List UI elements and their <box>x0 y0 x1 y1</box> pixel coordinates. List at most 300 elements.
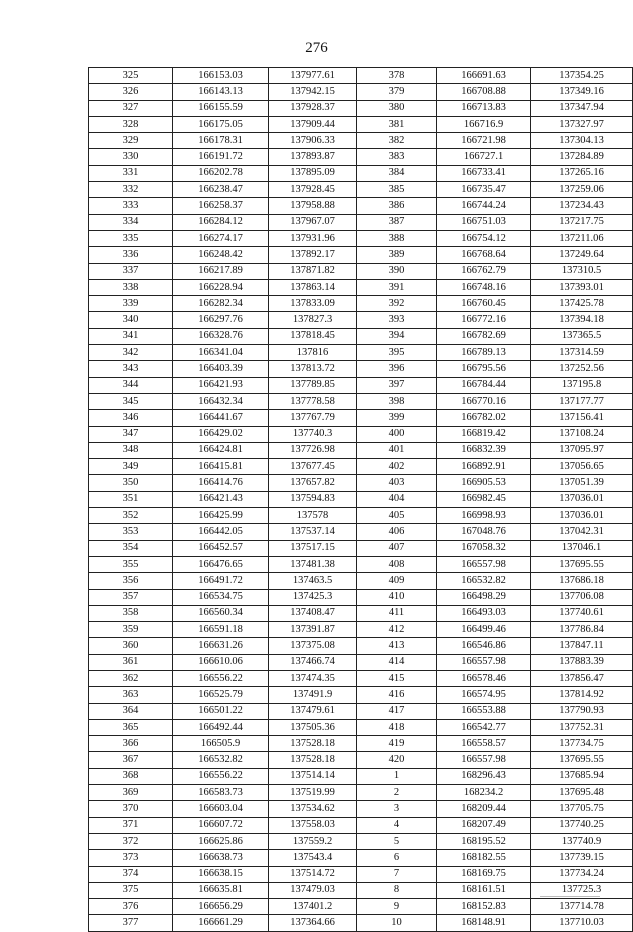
point-number-left-cell: 373 <box>89 850 173 866</box>
point-number-left-cell: 360 <box>89 638 173 654</box>
x-coordinate-left-cell: 166661.29 <box>173 915 269 931</box>
x-coordinate-right-cell: 168148.91 <box>437 915 531 931</box>
y-coordinate-right-cell: 137252.56 <box>531 361 633 377</box>
point-number-left-cell: 337 <box>89 263 173 279</box>
x-coordinate-left-cell: 166238.47 <box>173 182 269 198</box>
point-number-left-cell: 368 <box>89 768 173 784</box>
point-number-left-cell: 345 <box>89 393 173 409</box>
point-number-left-cell: 367 <box>89 752 173 768</box>
point-number-left-cell: 326 <box>89 84 173 100</box>
point-number-left-cell: 371 <box>89 817 173 833</box>
y-coordinate-right-cell: 137310.5 <box>531 263 633 279</box>
y-coordinate-left-cell: 137559.2 <box>269 833 357 849</box>
x-coordinate-right-cell: 166499.46 <box>437 622 531 638</box>
y-coordinate-left-cell: 137977.61 <box>269 68 357 84</box>
table-row <box>89 345 633 361</box>
table-row <box>89 491 633 507</box>
table-row <box>89 393 633 409</box>
point-number-right-cell: 4 <box>357 817 437 833</box>
x-coordinate-right-cell: 166770.16 <box>437 393 531 409</box>
x-coordinate-left-cell: 166228.94 <box>173 279 269 295</box>
table-row <box>89 915 633 931</box>
point-number-right-cell: 388 <box>357 230 437 246</box>
x-coordinate-left-cell: 166603.04 <box>173 801 269 817</box>
x-coordinate-left-cell: 166556.22 <box>173 670 269 686</box>
point-number-right-cell: 8 <box>357 882 437 898</box>
y-coordinate-right-cell: 137095.97 <box>531 442 633 458</box>
point-number-left-cell: 342 <box>89 345 173 361</box>
point-number-left-cell: 350 <box>89 475 173 491</box>
x-coordinate-right-cell: 166789.13 <box>437 345 531 361</box>
y-coordinate-left-cell: 137481.38 <box>269 556 357 572</box>
footer-rule <box>540 896 600 897</box>
point-number-right-cell: 400 <box>357 426 437 442</box>
x-coordinate-right-cell: 166735.47 <box>437 182 531 198</box>
y-coordinate-left-cell: 137543.4 <box>269 850 357 866</box>
y-coordinate-right-cell: 137695.55 <box>531 556 633 572</box>
point-number-left-cell: 349 <box>89 459 173 475</box>
x-coordinate-left-cell: 166421.93 <box>173 377 269 393</box>
point-number-right-cell: 380 <box>357 100 437 116</box>
point-number-right-cell: 413 <box>357 638 437 654</box>
y-coordinate-left-cell: 137466.74 <box>269 654 357 670</box>
y-coordinate-right-cell: 137036.01 <box>531 491 633 507</box>
x-coordinate-right-cell: 166982.45 <box>437 491 531 507</box>
y-coordinate-right-cell: 137394.18 <box>531 312 633 328</box>
x-coordinate-right-cell: 166892.91 <box>437 459 531 475</box>
table-row <box>89 785 633 801</box>
x-coordinate-left-cell: 166656.29 <box>173 899 269 915</box>
y-coordinate-right-cell: 137365.5 <box>531 328 633 344</box>
table-row <box>89 133 633 149</box>
table-row <box>89 116 633 132</box>
point-number-right-cell: 394 <box>357 328 437 344</box>
point-number-left-cell: 333 <box>89 198 173 214</box>
x-coordinate-left-cell: 166274.17 <box>173 230 269 246</box>
y-coordinate-left-cell: 137863.14 <box>269 279 357 295</box>
point-number-left-cell: 363 <box>89 687 173 703</box>
point-number-left-cell: 340 <box>89 312 173 328</box>
y-coordinate-left-cell: 137895.09 <box>269 165 357 181</box>
x-coordinate-left-cell: 166175.05 <box>173 116 269 132</box>
y-coordinate-right-cell: 137354.25 <box>531 68 633 84</box>
coordinates-table-body <box>89 68 633 932</box>
point-number-right-cell: 408 <box>357 556 437 572</box>
point-number-right-cell: 392 <box>357 296 437 312</box>
point-number-left-cell: 335 <box>89 230 173 246</box>
x-coordinate-right-cell: 166762.79 <box>437 263 531 279</box>
y-coordinate-right-cell: 137695.55 <box>531 752 633 768</box>
point-number-left-cell: 372 <box>89 833 173 849</box>
x-coordinate-left-cell: 166442.05 <box>173 524 269 540</box>
point-number-left-cell: 352 <box>89 508 173 524</box>
point-number-right-cell: 401 <box>357 442 437 458</box>
y-coordinate-left-cell: 137558.03 <box>269 817 357 833</box>
y-coordinate-right-cell: 137108.24 <box>531 426 633 442</box>
y-coordinate-left-cell: 137906.33 <box>269 133 357 149</box>
table-row <box>89 736 633 752</box>
point-number-left-cell: 354 <box>89 540 173 556</box>
y-coordinate-left-cell: 137767.79 <box>269 410 357 426</box>
x-coordinate-right-cell: 168195.52 <box>437 833 531 849</box>
y-coordinate-left-cell: 137375.08 <box>269 638 357 654</box>
x-coordinate-right-cell: 166557.98 <box>437 752 531 768</box>
y-coordinate-left-cell: 137408.47 <box>269 605 357 621</box>
table-row <box>89 442 633 458</box>
x-coordinate-left-cell: 166452.57 <box>173 540 269 556</box>
x-coordinate-right-cell: 166498.29 <box>437 589 531 605</box>
y-coordinate-left-cell: 137827.3 <box>269 312 357 328</box>
y-coordinate-right-cell: 137211.06 <box>531 230 633 246</box>
point-number-right-cell: 389 <box>357 247 437 263</box>
y-coordinate-right-cell: 137393.01 <box>531 279 633 295</box>
table-row <box>89 670 633 686</box>
y-coordinate-left-cell: 137519.99 <box>269 785 357 801</box>
y-coordinate-right-cell: 137710.03 <box>531 915 633 931</box>
x-coordinate-right-cell: 168296.43 <box>437 768 531 784</box>
y-coordinate-right-cell: 137847.11 <box>531 638 633 654</box>
x-coordinate-right-cell: 168182.55 <box>437 850 531 866</box>
point-number-right-cell: 2 <box>357 785 437 801</box>
point-number-left-cell: 341 <box>89 328 173 344</box>
x-coordinate-right-cell: 168161.51 <box>437 882 531 898</box>
y-coordinate-left-cell: 137364.66 <box>269 915 357 931</box>
x-coordinate-right-cell: 166832.39 <box>437 442 531 458</box>
x-coordinate-left-cell: 166421.43 <box>173 491 269 507</box>
x-coordinate-right-cell: 166768.64 <box>437 247 531 263</box>
x-coordinate-right-cell: 166795.56 <box>437 361 531 377</box>
y-coordinate-left-cell: 137514.14 <box>269 768 357 784</box>
point-number-right-cell: 6 <box>357 850 437 866</box>
page-number: 276 <box>305 40 328 56</box>
point-number-left-cell: 377 <box>89 915 173 931</box>
table-row <box>89 459 633 475</box>
x-coordinate-right-cell: 166716.9 <box>437 116 531 132</box>
point-number-right-cell: 405 <box>357 508 437 524</box>
y-coordinate-left-cell: 137893.87 <box>269 149 357 165</box>
point-number-right-cell: 414 <box>357 654 437 670</box>
y-coordinate-right-cell: 137883.39 <box>531 654 633 670</box>
y-coordinate-right-cell: 137740.9 <box>531 833 633 849</box>
point-number-right-cell: 415 <box>357 670 437 686</box>
table-row <box>89 279 633 295</box>
point-number-left-cell: 336 <box>89 247 173 263</box>
point-number-right-cell: 391 <box>357 279 437 295</box>
table-row <box>89 768 633 784</box>
point-number-right-cell: 384 <box>357 165 437 181</box>
y-coordinate-right-cell: 137051.39 <box>531 475 633 491</box>
y-coordinate-left-cell: 137958.88 <box>269 198 357 214</box>
y-coordinate-left-cell: 137528.18 <box>269 752 357 768</box>
y-coordinate-right-cell: 137304.13 <box>531 133 633 149</box>
x-coordinate-left-cell: 166429.02 <box>173 426 269 442</box>
table-row <box>89 426 633 442</box>
table-row <box>89 638 633 654</box>
table-row <box>89 214 633 230</box>
x-coordinate-left-cell: 166631.26 <box>173 638 269 654</box>
y-coordinate-left-cell: 137578 <box>269 508 357 524</box>
x-coordinate-left-cell: 166153.03 <box>173 68 269 84</box>
point-number-left-cell: 369 <box>89 785 173 801</box>
y-coordinate-right-cell: 137814.92 <box>531 687 633 703</box>
x-coordinate-left-cell: 166532.82 <box>173 752 269 768</box>
y-coordinate-left-cell: 137514.72 <box>269 866 357 882</box>
y-coordinate-right-cell: 137234.43 <box>531 198 633 214</box>
point-number-right-cell: 409 <box>357 573 437 589</box>
y-coordinate-left-cell: 137833.09 <box>269 296 357 312</box>
point-number-left-cell: 359 <box>89 622 173 638</box>
y-coordinate-right-cell: 137740.25 <box>531 817 633 833</box>
x-coordinate-left-cell: 166202.78 <box>173 165 269 181</box>
table-row <box>89 328 633 344</box>
y-coordinate-right-cell: 137265.16 <box>531 165 633 181</box>
table-row <box>89 377 633 393</box>
y-coordinate-right-cell: 137042.31 <box>531 524 633 540</box>
y-coordinate-right-cell: 137734.75 <box>531 736 633 752</box>
point-number-right-cell: 419 <box>357 736 437 752</box>
point-number-right-cell: 379 <box>357 84 437 100</box>
y-coordinate-right-cell: 137786.84 <box>531 622 633 638</box>
point-number-left-cell: 366 <box>89 736 173 752</box>
point-number-left-cell: 364 <box>89 703 173 719</box>
x-coordinate-left-cell: 166583.73 <box>173 785 269 801</box>
point-number-left-cell: 362 <box>89 670 173 686</box>
y-coordinate-left-cell: 137534.62 <box>269 801 357 817</box>
y-coordinate-right-cell: 137706.08 <box>531 589 633 605</box>
table-row <box>89 850 633 866</box>
x-coordinate-left-cell: 166501.22 <box>173 703 269 719</box>
x-coordinate-left-cell: 166591.18 <box>173 622 269 638</box>
point-number-left-cell: 376 <box>89 899 173 915</box>
point-number-right-cell: 393 <box>357 312 437 328</box>
y-coordinate-left-cell: 137594.83 <box>269 491 357 507</box>
point-number-left-cell: 355 <box>89 556 173 572</box>
point-number-left-cell: 365 <box>89 719 173 735</box>
point-number-left-cell: 347 <box>89 426 173 442</box>
x-coordinate-left-cell: 166492.44 <box>173 719 269 735</box>
y-coordinate-right-cell: 137714.78 <box>531 899 633 915</box>
x-coordinate-left-cell: 166491.72 <box>173 573 269 589</box>
point-number-left-cell: 356 <box>89 573 173 589</box>
point-number-right-cell: 7 <box>357 866 437 882</box>
x-coordinate-right-cell: 166782.69 <box>437 328 531 344</box>
y-coordinate-left-cell: 137401.2 <box>269 899 357 915</box>
y-coordinate-right-cell: 137217.75 <box>531 214 633 230</box>
point-number-right-cell: 1 <box>357 768 437 784</box>
y-coordinate-left-cell: 137491.9 <box>269 687 357 703</box>
x-coordinate-right-cell: 166557.98 <box>437 556 531 572</box>
table-row <box>89 410 633 426</box>
y-coordinate-right-cell: 137686.18 <box>531 573 633 589</box>
y-coordinate-left-cell: 137778.58 <box>269 393 357 409</box>
x-coordinate-left-cell: 166560.34 <box>173 605 269 621</box>
table-row <box>89 230 633 246</box>
x-coordinate-left-cell: 166525.79 <box>173 687 269 703</box>
table-row <box>89 833 633 849</box>
y-coordinate-right-cell: 137856.47 <box>531 670 633 686</box>
point-number-right-cell: 387 <box>357 214 437 230</box>
point-number-right-cell: 385 <box>357 182 437 198</box>
table-row <box>89 84 633 100</box>
point-number-right-cell: 398 <box>357 393 437 409</box>
x-coordinate-left-cell: 166505.9 <box>173 736 269 752</box>
point-number-left-cell: 327 <box>89 100 173 116</box>
x-coordinate-right-cell: 166708.88 <box>437 84 531 100</box>
y-coordinate-left-cell: 137391.87 <box>269 622 357 638</box>
x-coordinate-right-cell: 166493.03 <box>437 605 531 621</box>
x-coordinate-right-cell: 166553.88 <box>437 703 531 719</box>
x-coordinate-left-cell: 166297.76 <box>173 312 269 328</box>
point-number-right-cell: 412 <box>357 622 437 638</box>
point-number-left-cell: 330 <box>89 149 173 165</box>
x-coordinate-left-cell: 166638.15 <box>173 866 269 882</box>
y-coordinate-right-cell: 137156.41 <box>531 410 633 426</box>
table-row <box>89 182 633 198</box>
table-row <box>89 247 633 263</box>
point-number-right-cell: 381 <box>357 116 437 132</box>
y-coordinate-right-cell: 137284.89 <box>531 149 633 165</box>
x-coordinate-right-cell: 168207.49 <box>437 817 531 833</box>
y-coordinate-left-cell: 137463.5 <box>269 573 357 589</box>
point-number-right-cell: 382 <box>357 133 437 149</box>
y-coordinate-right-cell: 137725.3 <box>531 882 633 898</box>
point-number-left-cell: 370 <box>89 801 173 817</box>
y-coordinate-right-cell: 137046.1 <box>531 540 633 556</box>
point-number-right-cell: 402 <box>357 459 437 475</box>
point-number-right-cell: 410 <box>357 589 437 605</box>
x-coordinate-left-cell: 166534.75 <box>173 589 269 605</box>
x-coordinate-left-cell: 166414.76 <box>173 475 269 491</box>
x-coordinate-left-cell: 166248.42 <box>173 247 269 263</box>
y-coordinate-right-cell: 137790.93 <box>531 703 633 719</box>
x-coordinate-left-cell: 166635.81 <box>173 882 269 898</box>
table-row <box>89 475 633 491</box>
table-row <box>89 589 633 605</box>
point-number-right-cell: 386 <box>357 198 437 214</box>
x-coordinate-right-cell: 166772.16 <box>437 312 531 328</box>
point-number-right-cell: 417 <box>357 703 437 719</box>
point-number-right-cell: 378 <box>357 68 437 84</box>
x-coordinate-left-cell: 166328.76 <box>173 328 269 344</box>
point-number-left-cell: 331 <box>89 165 173 181</box>
x-coordinate-right-cell: 166721.98 <box>437 133 531 149</box>
x-coordinate-right-cell: 166733.41 <box>437 165 531 181</box>
x-coordinate-right-cell: 168209.44 <box>437 801 531 817</box>
y-coordinate-left-cell: 137479.61 <box>269 703 357 719</box>
x-coordinate-left-cell: 166258.37 <box>173 198 269 214</box>
y-coordinate-left-cell: 137657.82 <box>269 475 357 491</box>
point-number-right-cell: 403 <box>357 475 437 491</box>
point-number-right-cell: 3 <box>357 801 437 817</box>
y-coordinate-left-cell: 137909.44 <box>269 116 357 132</box>
y-coordinate-left-cell: 137928.45 <box>269 182 357 198</box>
point-number-left-cell: 343 <box>89 361 173 377</box>
table-row <box>89 508 633 524</box>
y-coordinate-right-cell: 137425.78 <box>531 296 633 312</box>
x-coordinate-left-cell: 166556.22 <box>173 768 269 784</box>
point-number-right-cell: 397 <box>357 377 437 393</box>
x-coordinate-left-cell: 166432.34 <box>173 393 269 409</box>
y-coordinate-left-cell: 137813.72 <box>269 361 357 377</box>
point-number-right-cell: 406 <box>357 524 437 540</box>
y-coordinate-right-cell: 137036.01 <box>531 508 633 524</box>
x-coordinate-left-cell: 166178.31 <box>173 133 269 149</box>
x-coordinate-left-cell: 166284.12 <box>173 214 269 230</box>
x-coordinate-right-cell: 166782.02 <box>437 410 531 426</box>
x-coordinate-right-cell: 166751.03 <box>437 214 531 230</box>
y-coordinate-left-cell: 137505.36 <box>269 719 357 735</box>
table-row <box>89 866 633 882</box>
point-number-left-cell: 361 <box>89 654 173 670</box>
point-number-left-cell: 344 <box>89 377 173 393</box>
y-coordinate-left-cell: 137931.96 <box>269 230 357 246</box>
point-number-right-cell: 9 <box>357 899 437 915</box>
coordinates-table <box>88 67 633 932</box>
point-number-left-cell: 348 <box>89 442 173 458</box>
table-row <box>89 263 633 279</box>
y-coordinate-left-cell: 137740.3 <box>269 426 357 442</box>
table-row <box>89 654 633 670</box>
x-coordinate-left-cell: 166191.72 <box>173 149 269 165</box>
y-coordinate-left-cell: 137892.17 <box>269 247 357 263</box>
point-number-left-cell: 334 <box>89 214 173 230</box>
point-number-left-cell: 328 <box>89 116 173 132</box>
x-coordinate-left-cell: 166441.67 <box>173 410 269 426</box>
point-number-left-cell: 325 <box>89 68 173 84</box>
x-coordinate-right-cell: 166754.12 <box>437 230 531 246</box>
point-number-left-cell: 346 <box>89 410 173 426</box>
point-number-right-cell: 420 <box>357 752 437 768</box>
x-coordinate-left-cell: 166607.72 <box>173 817 269 833</box>
table-row <box>89 752 633 768</box>
table-row <box>89 296 633 312</box>
table-row <box>89 899 633 915</box>
y-coordinate-right-cell: 137249.64 <box>531 247 633 263</box>
point-number-right-cell: 404 <box>357 491 437 507</box>
y-coordinate-left-cell: 137537.14 <box>269 524 357 540</box>
table-row <box>89 540 633 556</box>
x-coordinate-right-cell: 166546.86 <box>437 638 531 654</box>
x-coordinate-left-cell: 166625.86 <box>173 833 269 849</box>
point-number-left-cell: 338 <box>89 279 173 295</box>
table-row <box>89 801 633 817</box>
table-row <box>89 100 633 116</box>
point-number-right-cell: 5 <box>357 833 437 849</box>
y-coordinate-right-cell: 137705.75 <box>531 801 633 817</box>
y-coordinate-left-cell: 137479.03 <box>269 882 357 898</box>
point-number-left-cell: 351 <box>89 491 173 507</box>
point-number-right-cell: 418 <box>357 719 437 735</box>
x-coordinate-left-cell: 166638.73 <box>173 850 269 866</box>
point-number-left-cell: 332 <box>89 182 173 198</box>
y-coordinate-right-cell: 137195.8 <box>531 377 633 393</box>
x-coordinate-right-cell: 168234.2 <box>437 785 531 801</box>
x-coordinate-right-cell: 166542.77 <box>437 719 531 735</box>
y-coordinate-right-cell: 137177.77 <box>531 393 633 409</box>
y-coordinate-right-cell: 137734.24 <box>531 866 633 882</box>
x-coordinate-right-cell: 166574.95 <box>437 687 531 703</box>
table-row <box>89 573 633 589</box>
y-coordinate-right-cell: 137695.48 <box>531 785 633 801</box>
x-coordinate-left-cell: 166217.89 <box>173 263 269 279</box>
y-coordinate-right-cell: 137752.31 <box>531 719 633 735</box>
y-coordinate-left-cell: 137942.15 <box>269 84 357 100</box>
y-coordinate-left-cell: 137474.35 <box>269 670 357 686</box>
table-row <box>89 687 633 703</box>
point-number-left-cell: 329 <box>89 133 173 149</box>
x-coordinate-right-cell: 167058.32 <box>437 540 531 556</box>
x-coordinate-right-cell: 166784.44 <box>437 377 531 393</box>
